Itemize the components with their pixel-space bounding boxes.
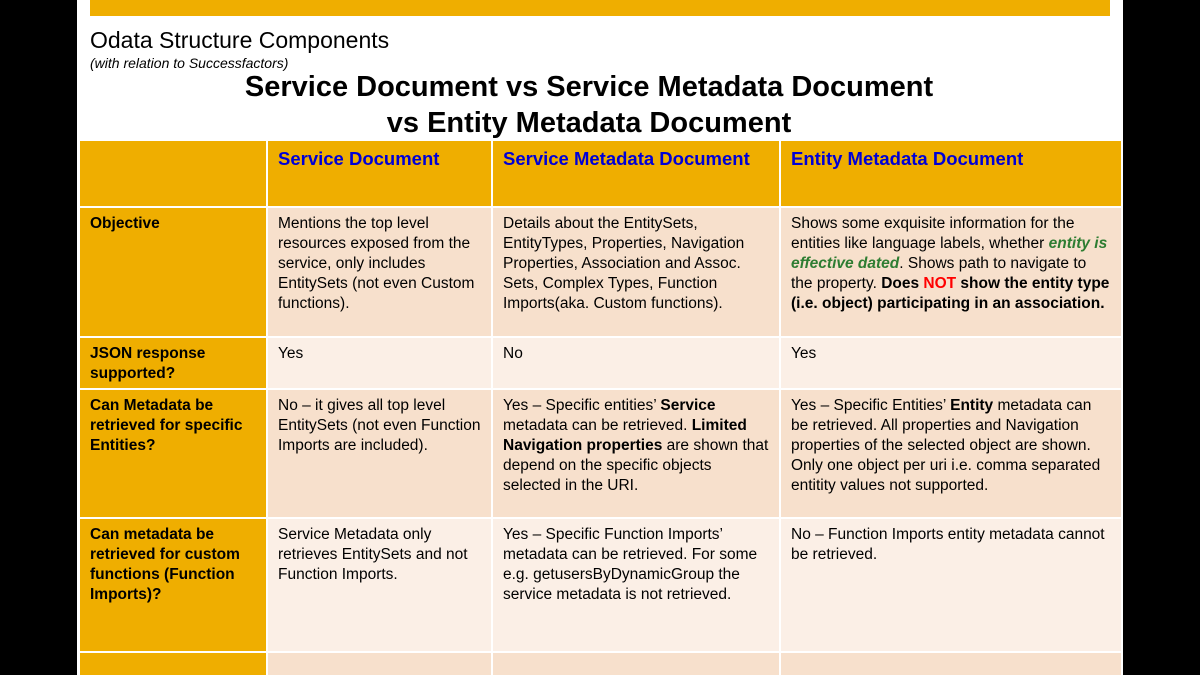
column-header-service-document: Service Document: [267, 140, 492, 207]
empty-cell: [79, 652, 267, 675]
effective-dated-highlight: entity is effective dated: [791, 235, 1108, 272]
text-run: Shows some exquisite information for the entities like language labels, whether: [791, 215, 1075, 252]
text-run: are shown that depend on the specific objects selected in the URI.: [503, 437, 769, 494]
table-corner-cell: [79, 140, 267, 207]
text-run: metadata can be retrieved. All properties and Navigation properties of the selected object are shown. Only one object per uri i.e. comma separated entitity values not supported.: [791, 397, 1101, 494]
text-run-bold: Entity: [950, 397, 994, 414]
table-row-empty: [79, 652, 1122, 675]
comparison-table: [78, 139, 1123, 675]
function-imports-service-metadata: Yes – Specific Function Imports’ metadata can be retrieved. For some e.g. getusersByDynamicGroup the service metadata is not retrieved.: [492, 518, 780, 652]
row-label-json: JSON response supported?: [79, 337, 267, 389]
section-title: Odata Structure Components: [90, 27, 390, 53]
text-run-bold: Limited Navigation properties: [503, 417, 747, 454]
objective-entity-metadata: [780, 207, 1122, 337]
slide: [77, 0, 1123, 675]
row-label-objective: Objective: [79, 207, 267, 337]
empty-cell: [780, 652, 1122, 675]
text-run-bold: Service: [660, 397, 716, 414]
objective-service-metadata: Details about the EntitySets, EntityTypes, Properties, Navigation Properties, Association and Assoc. Sets, Complex Types, Function Imports(aka. Custom functions).: [492, 207, 780, 337]
text-run: Yes – Specific entities’: [503, 397, 661, 414]
empty-cell: [492, 652, 780, 675]
top-accent-bar: [90, 0, 1110, 16]
specific-entities-service-metadata: [492, 389, 780, 518]
table-row-json: [79, 337, 1122, 389]
column-header-service-metadata: Service Metadata Document: [492, 140, 780, 207]
json-service-metadata: No: [492, 337, 780, 389]
table-header-row: [79, 140, 1122, 207]
section-subtitle: (with relation to Successfactors): [90, 55, 289, 71]
json-service-document: Yes: [267, 337, 492, 389]
row-label-function-imports: Can metadata be retrieved for custom functions (Function Imports)?: [79, 518, 267, 652]
function-imports-service-document: Service Metadata only retrieves EntitySets and not Function Imports.: [267, 518, 492, 652]
text-run-bold: Does: [881, 275, 924, 292]
table-row-function-imports: [79, 518, 1122, 652]
table-row-objective: [79, 207, 1122, 337]
main-title-line-1: Service Document vs Service Metadata Document: [244, 71, 934, 103]
main-title: [77, 69, 1101, 141]
not-highlight: NOT: [923, 275, 957, 292]
text-run: Yes – Specific Entities’: [791, 397, 951, 414]
objective-service-document: Mentions the top level resources exposed from the service, only includes EntitySets (not even Custom functions).: [267, 207, 492, 337]
function-imports-entity-metadata: No – Function Imports entity metadata cannot be retrieved.: [780, 518, 1122, 652]
main-title-line-2: vs Entity Metadata Document: [386, 107, 792, 139]
text-run-bold: show the entity type (i.e. object) participating in an association.: [791, 275, 1110, 312]
specific-entities-service-document: No – it gives all top level EntitySets (not even Function Imports are included).: [267, 389, 492, 518]
column-header-entity-metadata: Entity Metadata Document: [780, 140, 1122, 207]
text-run: . Shows path to navigate to the property.: [791, 255, 1087, 292]
text-run: metadata can be retrieved.: [503, 417, 692, 434]
specific-entities-entity-metadata: [780, 389, 1122, 518]
json-entity-metadata: Yes: [780, 337, 1122, 389]
row-label-specific-entities: Can Metadata be retrieved for specific Entities?: [79, 389, 267, 518]
table-row-specific-entities: [79, 389, 1122, 518]
empty-cell: [267, 652, 492, 675]
